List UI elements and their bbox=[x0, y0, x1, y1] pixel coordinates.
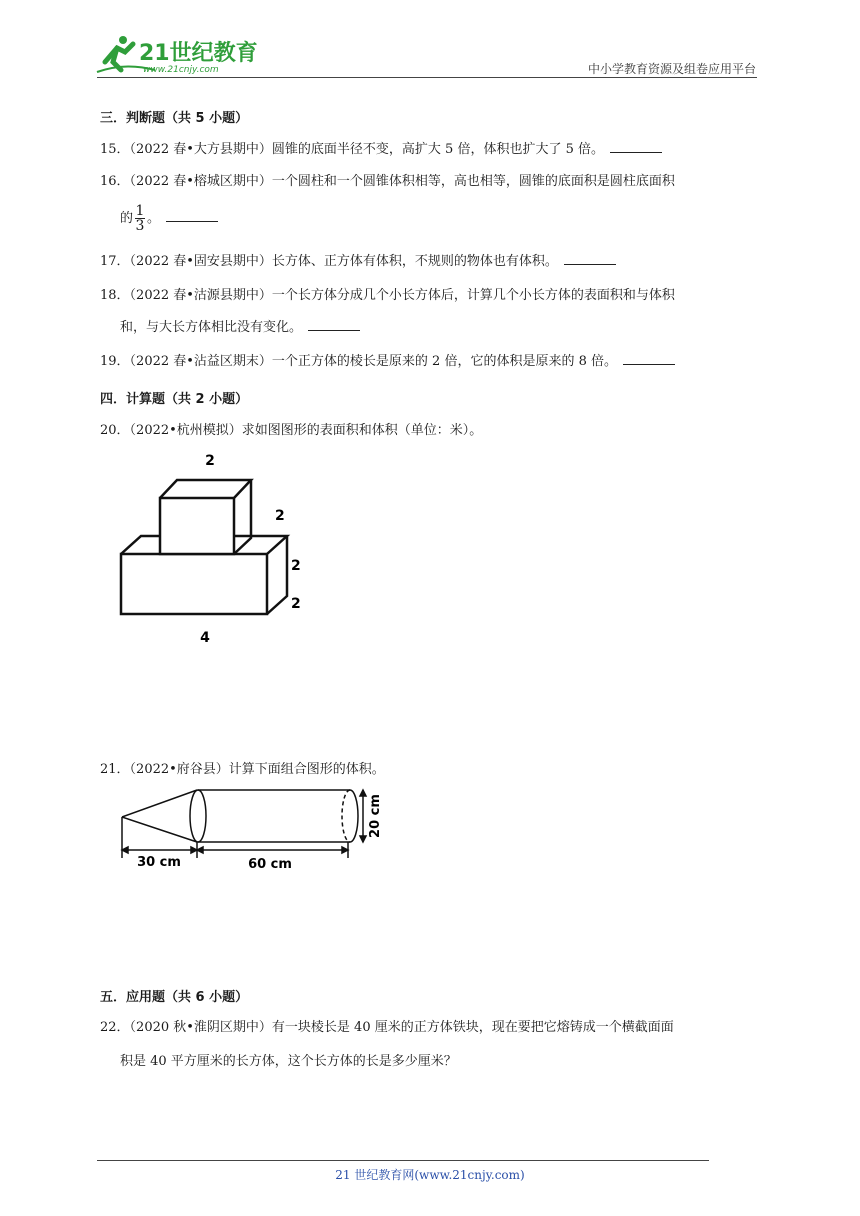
question-15 bbox=[100, 140, 662, 160]
answer-blank-18[interactable] bbox=[308, 318, 360, 331]
question-15-text: 15．（2022 春•大方县期中）圆锥的底面半径不变，高扩大 5 倍，体积也扩大了 5 倍。 bbox=[100, 142, 604, 157]
answer-blank-16[interactable] bbox=[166, 209, 218, 222]
label-big-depth: 2 bbox=[291, 558, 301, 574]
footer-link[interactable]: 21 世纪教育网(www.21cnjy.com) bbox=[335, 1168, 525, 1182]
label-big-height: 2 bbox=[291, 596, 301, 612]
section-title-calculation: 四．计算题（共 2 小题） bbox=[100, 392, 249, 407]
question-22-line2: 积是 40 平方厘米的长方体，这个长方体的长是多少厘米？ bbox=[120, 1054, 457, 1069]
label-small-height: 2 bbox=[275, 508, 285, 524]
header-divider bbox=[97, 77, 757, 78]
question-17-text: 17．（2022 春•固安县期中）长方体、正方体有体积，不规则的物体也有体积。 bbox=[100, 254, 558, 269]
fraction-numerator: 1 bbox=[135, 203, 145, 219]
logo-text: 21世纪教育 bbox=[139, 41, 258, 66]
section-title-application: 五．应用题（共 6 小题） bbox=[100, 990, 249, 1005]
question-18-line2 bbox=[120, 318, 360, 338]
fraction-denominator: 3 bbox=[135, 218, 145, 234]
question-16-line2 bbox=[120, 204, 218, 233]
fraction-one-third bbox=[135, 204, 145, 233]
label-cylinder-length: 60 cm bbox=[248, 857, 292, 872]
question-19-text: 19．（2022 春•沾益区期末）一个正方体的棱长是原来的 2 倍，它的体积是原来的 8 倍。 bbox=[100, 354, 617, 369]
question-21: 21．（2022•府谷县）计算下面组合图形的体积。 bbox=[100, 762, 385, 777]
section-title-judgement: 三．判断题（共 5 小题） bbox=[100, 111, 249, 126]
answer-blank-15[interactable] bbox=[610, 140, 662, 153]
label-bottom-length: 4 bbox=[200, 630, 210, 646]
answer-blank-19[interactable] bbox=[623, 352, 675, 365]
label-diameter: 20 cm bbox=[368, 794, 383, 838]
label-cone-length: 30 cm bbox=[137, 855, 181, 870]
label-top-width: 2 bbox=[205, 453, 215, 469]
question-19 bbox=[100, 352, 675, 372]
header-platform-text: 中小学教育资源及组卷应用平台 bbox=[587, 62, 756, 76]
logo-url: www.21cnjy.com bbox=[143, 65, 219, 75]
figure-cone-cylinder bbox=[115, 784, 395, 878]
answer-blank-17[interactable] bbox=[564, 252, 616, 265]
question-16-prefix: 的 bbox=[120, 211, 134, 226]
site-logo bbox=[95, 32, 265, 76]
question-18-text-2: 和，与大长方体相比没有变化。 bbox=[120, 320, 303, 335]
question-22-line1: 22．（2020 秋•淮阴区期中）有一块棱长是 40 厘米的正方体铁块，现在要把它熔铸成一个横截面面 bbox=[100, 1020, 674, 1035]
figure-stacked-cuboids bbox=[115, 448, 315, 652]
question-16-line1: 16．（2022 春•榕城区期中）一个圆柱和一个圆锥体积相等，高也相等，圆锥的底面积是圆柱底面积 bbox=[100, 174, 675, 189]
question-16-suffix: 。 bbox=[147, 211, 161, 226]
question-20: 20．（2022•杭州模拟）求如图图形的表面积和体积（单位：米）。 bbox=[100, 423, 483, 438]
question-18-line1: 18．（2022 春•沽源县期中）一个长方体分成几个小长方体后，计算几个小长方体的表面积和与体积 bbox=[100, 288, 675, 303]
footer-divider bbox=[97, 1160, 709, 1161]
question-17 bbox=[100, 252, 616, 272]
